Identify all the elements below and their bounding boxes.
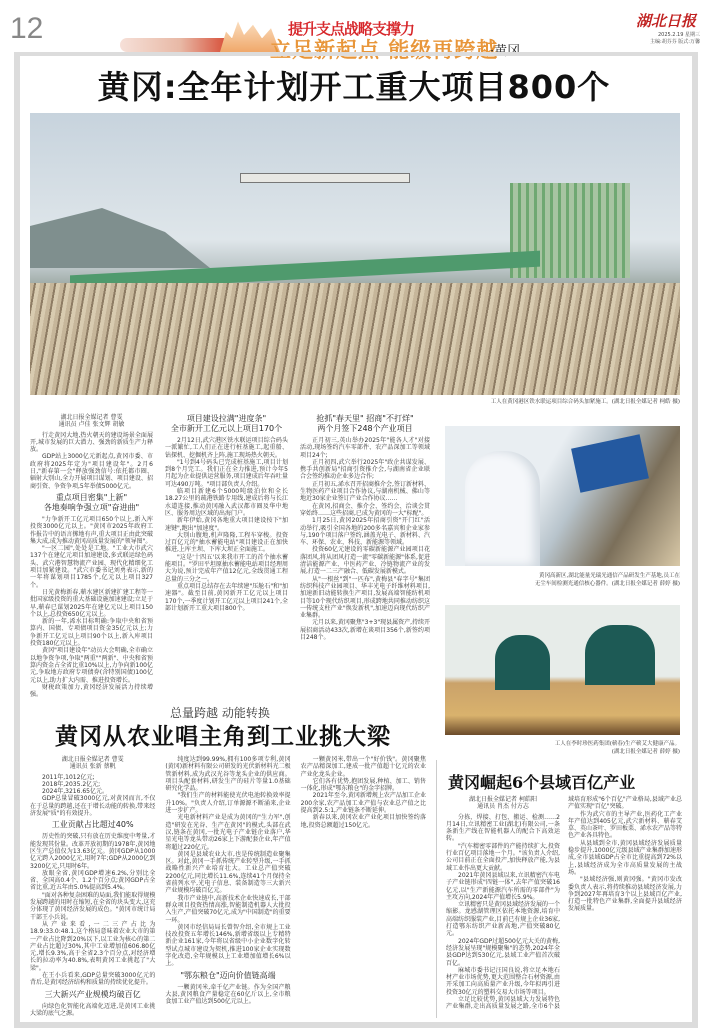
paragraph: 2021年黄冈县域以来,立讯精密汽车电子产业链形成"四链一体",去年产值突破16亿元,以"生产新能源汽车所需的零部件"为主攻方向,2024年产值增长5.9%。 <box>446 871 560 901</box>
paragraph: 2024年GDP过超500亿元大关的黄梅,经济发展呈现"规模聚集"的态势,2024年全县GDP达到530亿元,县域工业产值首次破百亿。 <box>446 937 560 967</box>
paragraph: 从产业来看,一二三产占比为18.9:33.0:48.1,这个格局意味着农业大市的第一产业占比降到20%以下,以工业为核心的第二产业占比超过30%,其中工业增加值606.80亿元,增长9.3%,高于全省2.3个百分点,对经济增长的拉动率为40.8%,表明黄冈工业挑起了"大梁"。 <box>30 920 156 972</box>
caption-line: 黄冈高新区,湖北能量光瑞光通信产品研发生产基地,员工在 <box>539 573 680 579</box>
paragraph: 正月初五,浠水召开招商推介会,签订新材料、生物医药产业项目合作协议,与湖南机械、佛山等地近30家企业签订产业合作协议…… <box>300 480 430 503</box>
paragraph: 麻城市委书记汪国良说,将立足本地石材产业市场优势,更大范围整合石材资源,由开采加工向高质量产业升级,今年拟再引进投资30亿元的塑料交易大市场等项目。 <box>446 966 560 996</box>
paragraph: 2011年,1012亿元; <box>42 773 95 781</box>
paragraph: 1月25日,黄冈2025年招商引资"开门红"活动举行,吸引全国各地的200多名嘉宾和企业家参与,190个项目落户签约,涵盖光电子、新材料、汽车、环保、农业、科技、新能源等领域。 <box>300 517 430 547</box>
article2-column <box>300 414 430 702</box>
paragraph: 立足比较优势,黄冈县域大力发展特色产业集群,走出高质量发展之路,全市6个县域培育形成"6个百亿"产业格局,县域产业总产值实现"百亿"突破。 <box>446 796 682 1011</box>
article3-columns <box>30 756 426 1018</box>
paragraph: "汽车精密零部件的产能持续扩大,投资行业百亿项目落地一个月。"该负责人介绍,公司目前正在全面投产,加快释放产能,为县域工业作出更大贡献。 <box>446 842 560 872</box>
byline-correspondents: 通讯员 张新 蔡帆 <box>69 763 116 771</box>
subheading <box>30 493 153 513</box>
paragraph: 财税政策加力,黄冈经济发展活力持续增强。 <box>30 683 153 699</box>
paragraph: 新年伊始,黄冈各地重大项目建设按下"加速键",跑出"加速度"。 <box>165 517 288 532</box>
byline-correspondents: 通讯员 肖杰 付方志 <box>477 803 529 811</box>
paragraph: 2024年,3216.65亿元。 <box>42 788 108 796</box>
photo-worker-1 <box>495 635 550 690</box>
paragraph: GDP总量冒破3000亿元,对黄冈而言,不仅在于总量的跨越,还在于增长动能的转换,带来经济发展"质"的有效提升。 <box>30 795 156 818</box>
paragraph: 正月初四,武穴举行2025年"政企共谋发展、携手共创新局"招商引资推介会,与湖南省企业联合会签约推动企业多边合作; <box>300 458 430 481</box>
paragraph: "县域经济强,则黄冈强。"黄冈市发改委负责人表示,将持续推动县域经济发展,力争到2027年再培育3个以上县域百亿产业,打造一批特色产业集群,全面提升县域经济发展质量。 <box>568 876 682 913</box>
paragraph: 一颗黄冈米,带出一个"好价钱"。黄冈聚焦农产品精深加工,建成一批产值超十亿元的农业产业化龙头企业。 <box>300 756 426 778</box>
newspaper-logo: 湖北日报 <box>636 12 697 30</box>
subheading-line: 重点项目密集"上新" <box>55 492 128 502</box>
byline-reporter: 湖北日报全媒记者 柯皓阳 <box>469 796 537 803</box>
paragraph: 2021年至今,黄冈新增规上农产品加工企业200余家,农产品加工业产值与农业总产值之比提高到2.5:1,产业链条不断延伸。 <box>300 792 426 815</box>
paragraph: "一区二园",处处是工地。"工业大市武穴137个在建亿元项目加速建设,多式联运绿色码头、武穴港智慧物流产业园、现代化精细化工项目加紧建设。"武穴市委书记刘勇表示,新的一年将谋划项目1785个,亿元以上项目327个。 <box>30 545 153 589</box>
byline <box>30 756 155 771</box>
section-banner <box>120 18 540 62</box>
article4-columns <box>446 796 682 1018</box>
paragraph: "我们生产的材料能使光伏电池转换效率提升10%。"负责人介绍,订单源源不断涌来,企业进一步扩产。 <box>165 792 291 815</box>
banner-line-1: 提升支点战略支撑力 <box>288 20 415 38</box>
paragraph: "1号到4号码头已完成桩基施工,项目计划到8个月完工。我们正在全力推进,预计今年5月起为企业提供运营服务,项目建成后年吞吐量可达490万吨。"项目部负责人介绍。 <box>165 458 288 488</box>
article4-headline: 黄冈崛起6个县域百亿产业 <box>448 773 636 792</box>
paragraph: 大别山腹地,机声隆隆,工程车穿梭。投资过百亿元的"抽水蓄能电站"项目建设正在加快推进,上库主坝、下库大坝正全面施工。 <box>165 531 288 554</box>
byline-reporter: 湖北日报全媒记者 曹雯 <box>61 756 124 763</box>
subheading-line: 两个月签下248个产业项目 <box>317 424 413 433</box>
paragraph: 黄冈市经信局局长曾智介绍,全市规上工业技改投资五年增长146%,新增省级以上专精特新企业161家,今年将以省级中小企业数字化转型试点城市建设为契机,推进100家企业实现数字化改造,全年规模以上工业增加值增长6%以上。 <box>165 923 291 968</box>
page-number: 12 <box>10 12 44 45</box>
banner-region: ·黄冈 <box>490 44 521 59</box>
paragraph: 新春以来,黄冈农业产业化项目加快签约落地,投资总额超过150亿元。 <box>300 814 426 829</box>
photo-worker-cleansuit <box>465 451 540 566</box>
paragraph: GDP站上3000亿元新起点,黄冈市委、市政府将2025年定为"项目建设年"。2月6日,"新春第一会"释放强劲信号:依托都市圈、辐射大别山,全力开展项目谋划、项目建设、招商引资、争资争项,5年举债5000亿元。 <box>30 453 153 490</box>
paragraph: 放眼全省,黄冈GDP增速6.2%,分别比全省、全国高0.4个、1.2个百分点;黄冈GDP占全省比重,近五年由5.0%提高到5.4%。 <box>30 869 156 892</box>
paragraph: "这是'十四五'以来我市开工的首个抽水蓄能项目。"罗田平坦原抽水蓄能电站项目经理周大为说,预计完成年产值12亿元,全线贯通工程总量的三分之一。 <box>165 553 288 583</box>
subheading: 三大新兴产业规模均破百亿 <box>44 989 141 999</box>
photo3-caption <box>445 740 680 756</box>
byline <box>30 414 153 429</box>
paragraph: 投资60亿元建设的零碳新能源产业园项目花落团风,将从团风打造一流"零碳新能源"体系,促进清洁能源产业、中医药产业、冷链物流产业的发展,打造一二三产融合、低碳发展新模式。 <box>300 546 430 576</box>
paragraph: 作为武穴市的主导产业,医药化工产业年产值达到405亿元,武穴新材料、蕲春艾草、英山茶叶、罗田板栗、浠水农产品等特色产业各具特色。 <box>568 810 683 840</box>
issue-info <box>612 32 700 46</box>
paragraph: 元月以来,黄冈聚焦"3+3"现县属资产,持续开展招商活动433次,新增在谈项目356个,新签约项目248个。 <box>300 619 430 642</box>
column-divider <box>436 760 437 1018</box>
paragraph: 它们各有优势,抱团发展,种植、加工、销售一体化,形成"鄂东粮仓"的金字招牌。 <box>300 777 426 793</box>
paragraph: 光电新材料产业是成为黄冈的"生力军",创造"研发在光谷、生产在黄冈"的模式,头部在武汉,链条在黄冈,一批光电子产业链企业落户,华星光电等龙头带动26家上下游配套企业,年产值将超过220亿元。 <box>165 814 291 851</box>
paragraph: 重点项目总结存在去年续建"压舱石"和"加速器"。截至目前,黄冈新开工亿元以上项目170个,一季度计划开工亿元以上项目241个,全部计划新开工重大项目800个。 <box>165 582 288 612</box>
paragraph: 黄冈是县域农业大市,也是传统制造业聚集区。对此,黄冈一手抓传统产业转型升级,一手抓战略性新兴产业培育壮大。工业总产值突破2200亿元,同比增长11.6%,连续41个月保持全省前列水平,光电子信息、装备制造等三大新兴产业规模均破百亿元。 <box>165 850 291 895</box>
banner-line-2: 立足新起点 能级再跨越 <box>270 38 499 62</box>
paragraph: 在王小兵看来,GDP总量突破3000亿元的背后,是黄冈经济结构和质量的持续优化提升。 <box>30 972 156 987</box>
paragraph: 行走黄冈大地,热火朝天的建设场景全面展开,城市发展的巨大潜力、强劲的新质生产力释放。 <box>30 431 153 454</box>
page-headline: 黄冈:全年计划开工重大项目800个 <box>97 68 611 106</box>
byline <box>446 796 560 811</box>
issue-editors: 主编:胡芬芬 版式:万馨 <box>650 39 700 45</box>
paragraph: 黄冈"项目建设年"动员大会明确,全市确立以地争资争项,争取"两重""两新"、中央和省预算内资金占全省比重10%以上,力争向新100亿元,争取地方政府专项债券(含特别国债)100亿元以上,助力扩大内需、推进投资增长。 <box>30 647 153 684</box>
caption-line: 工人在李时珍医药集团(蕲春)生产蕲艾大健康产品。 <box>554 741 680 747</box>
paragraph: 立讯精密只是黄冈县域经济发展的一个缩影。龙感湖管理区依托本地资源,培育中高端纺织服装产业,目前已有规上企业36家,打造鄂东纺织产业新高地,产值突破80亿元。 <box>446 901 561 938</box>
caption-line: (湖北日报全媒记者 薛婷 摄) <box>611 749 680 755</box>
byline-reporter: 湖北日报全媒记者 曹雯 <box>60 414 123 421</box>
paragraph: 从县域到全市,黄冈县域经济发展质量稳步提升,1000亿元级县域产业集群加速形成,全市县域GDP占全市比重提高到72%以上,县域经济成为全市高质量发展的主战场。 <box>568 839 682 876</box>
photo-medicine-production <box>445 605 680 735</box>
photo-monitor <box>571 434 649 493</box>
paragraph: 正月初三,英山举办2025年"能各人才"对接活动,现场签约汽车零部件、农产品深加工等领域项目24个; <box>300 437 430 459</box>
caption-line: 无尘车间检测光通信核心器件。(湖北日报全媒记者 薛婷 摄) <box>534 581 680 587</box>
subheading-line: 项目建设拉满"进度条" <box>186 414 267 423</box>
main-photo-construction-site <box>30 113 680 395</box>
paragraph: 临项目新建6个5000吨级泊位和全长18.27公里的疏港铁路专用线,建成后将与长江水道连接,推动黄冈融入武汉都市圈及华中地区、服务周边区域的出海门户。 <box>165 488 288 517</box>
paragraph: 一颗黄冈米,牵千亿产业链。作为全国产粮大县,黄冈粮食产量稳定在60亿斤以上,全市粮食加工业产值达到500亿元以上。 <box>165 983 291 1006</box>
issue-date: 2025.2.19 星期三 <box>657 32 700 38</box>
subheading: 工业贡献占比超过40% <box>51 820 134 830</box>
paragraph: 历史性的突破,只有放在历史维度中考量,才能发现其份量。改革开放初期的1978年,黄冈地区生产总值仅为13.63亿元。黄冈GDP从1000亿元跨入2000亿元,用时7年;GDP从2000亿到3200亿元,只用时6年。 <box>30 833 156 870</box>
byline-correspondents: 通讯员 卢佳 张文辉 胡敏 <box>58 421 125 429</box>
paragraph: 从"一根丝"到"一匹布",黄梅县"春字号"集团纺织科技产业园项目、华丰光电子纤维材料项目,加速新旧动能转换生产项目,发展高端智能纺机项目等10个现代纺织项目,形成跨地共同推动纺织这一传统支柱产业"焕发新机",加速迈向现代纺织产业集群。 <box>300 575 430 620</box>
subheading <box>165 414 288 434</box>
paragraph: 2月12日,武穴港区铁水联运项目综合码头一派繁忙,工人们正在进行桩基施工,起重船、钻探机、挖掘机齐上阵,施工现场热火朝天。 <box>165 437 288 459</box>
photo-rebar-field <box>30 283 680 395</box>
paragraph: 分拣、焊接、打包、搬运、检测……2月14日,立讯精密工业(湖北)有限公司,一条条新生产线在智能机器人的配合下高效运转。 <box>446 813 560 843</box>
subheading-line: 全市新开工亿元以上项目170个 <box>170 424 283 433</box>
subheading: "鄂东粮仓"迈向价值链高端 <box>180 970 276 980</box>
paragraph: 2018年,2035.2亿元; <box>42 780 101 788</box>
photo-hill <box>30 208 210 268</box>
article1-columns <box>30 414 288 702</box>
paragraph: 向绿色化智能化高端化迈进,是黄冈工业挑大梁的底气之源。 <box>30 1002 156 1017</box>
photo-optical-lab-worker <box>445 426 680 566</box>
photo2-caption <box>445 572 680 588</box>
paragraph: 纯度达到99.99%,拥有100多项专利,黄冈(黄冈)新材料有限公司研发的光伏新材料光二极管新材料,成为武汉光谷等龙头企业的供应商。项目头配套材料,研发生产的硅片等量1.0基础研究化学品。 <box>165 756 291 793</box>
paragraph: "力争新开工亿元项目650个以上,新入库投资3000亿元以上。"黄冈市2025年政府工作报告中的语言掷地有声,重大项目正由此突破集大成,成为推动黄冈高质量发展的"领导图"。 <box>30 515 153 545</box>
paragraph: 我市产业链中,高新技术企业快速成长,干部群众项目投资热情高涨,智能制造机器人大批投入生产,产值突破70亿元,成为"中国制造"的重要一环。 <box>165 894 291 924</box>
article3-kicker: 总量跨越 动能转换 <box>170 706 270 720</box>
paragraph: 日光黄梅新春,蕲水建区新建扩建工程等一批国家级投资的重大基础设施加速建设;立足于早,蕲春已谋划2025年在建亿元以上项目150个以上,总投资650亿元以上。 <box>30 588 153 618</box>
main-photo-caption: 工人在黄冈港区铁水联运项目综合码头加紧施工。(湖北日报全媒记者 柯皓 摄) <box>490 399 680 405</box>
paragraph: "面对各种复杂困难的局面,我们能取得规模发展跨越的用时在缩短,在全省的块头变大,这充分体现了黄冈经济发展的成色。"黄冈市统计局干部王小兵说。 <box>30 891 156 921</box>
photo-crane-beam <box>240 173 410 183</box>
subheading-line: 各地奏响争强立项"奋进曲" <box>43 502 140 512</box>
article3-headline: 黄冈从农业唱主角到工业挑大梁 <box>55 723 391 750</box>
paragraph: 新的一年,浠水目标明确:争取中央和省预算内、国债、专项债项目资金35亿元以上;力争新开工亿元以上项目90个以上,新入库项目投资180亿元以上。 <box>30 618 153 648</box>
subheading <box>300 414 430 434</box>
paragraph: 在黄冈,招商会、推介会、签约会、洽谈会贯穿始终……这些招商,已成为黄冈的一大"标配"。 <box>300 502 430 517</box>
photo-worker-2 <box>585 625 655 685</box>
subheading-line: 抢抓"春天里" 招商"不打烊" <box>316 414 414 423</box>
